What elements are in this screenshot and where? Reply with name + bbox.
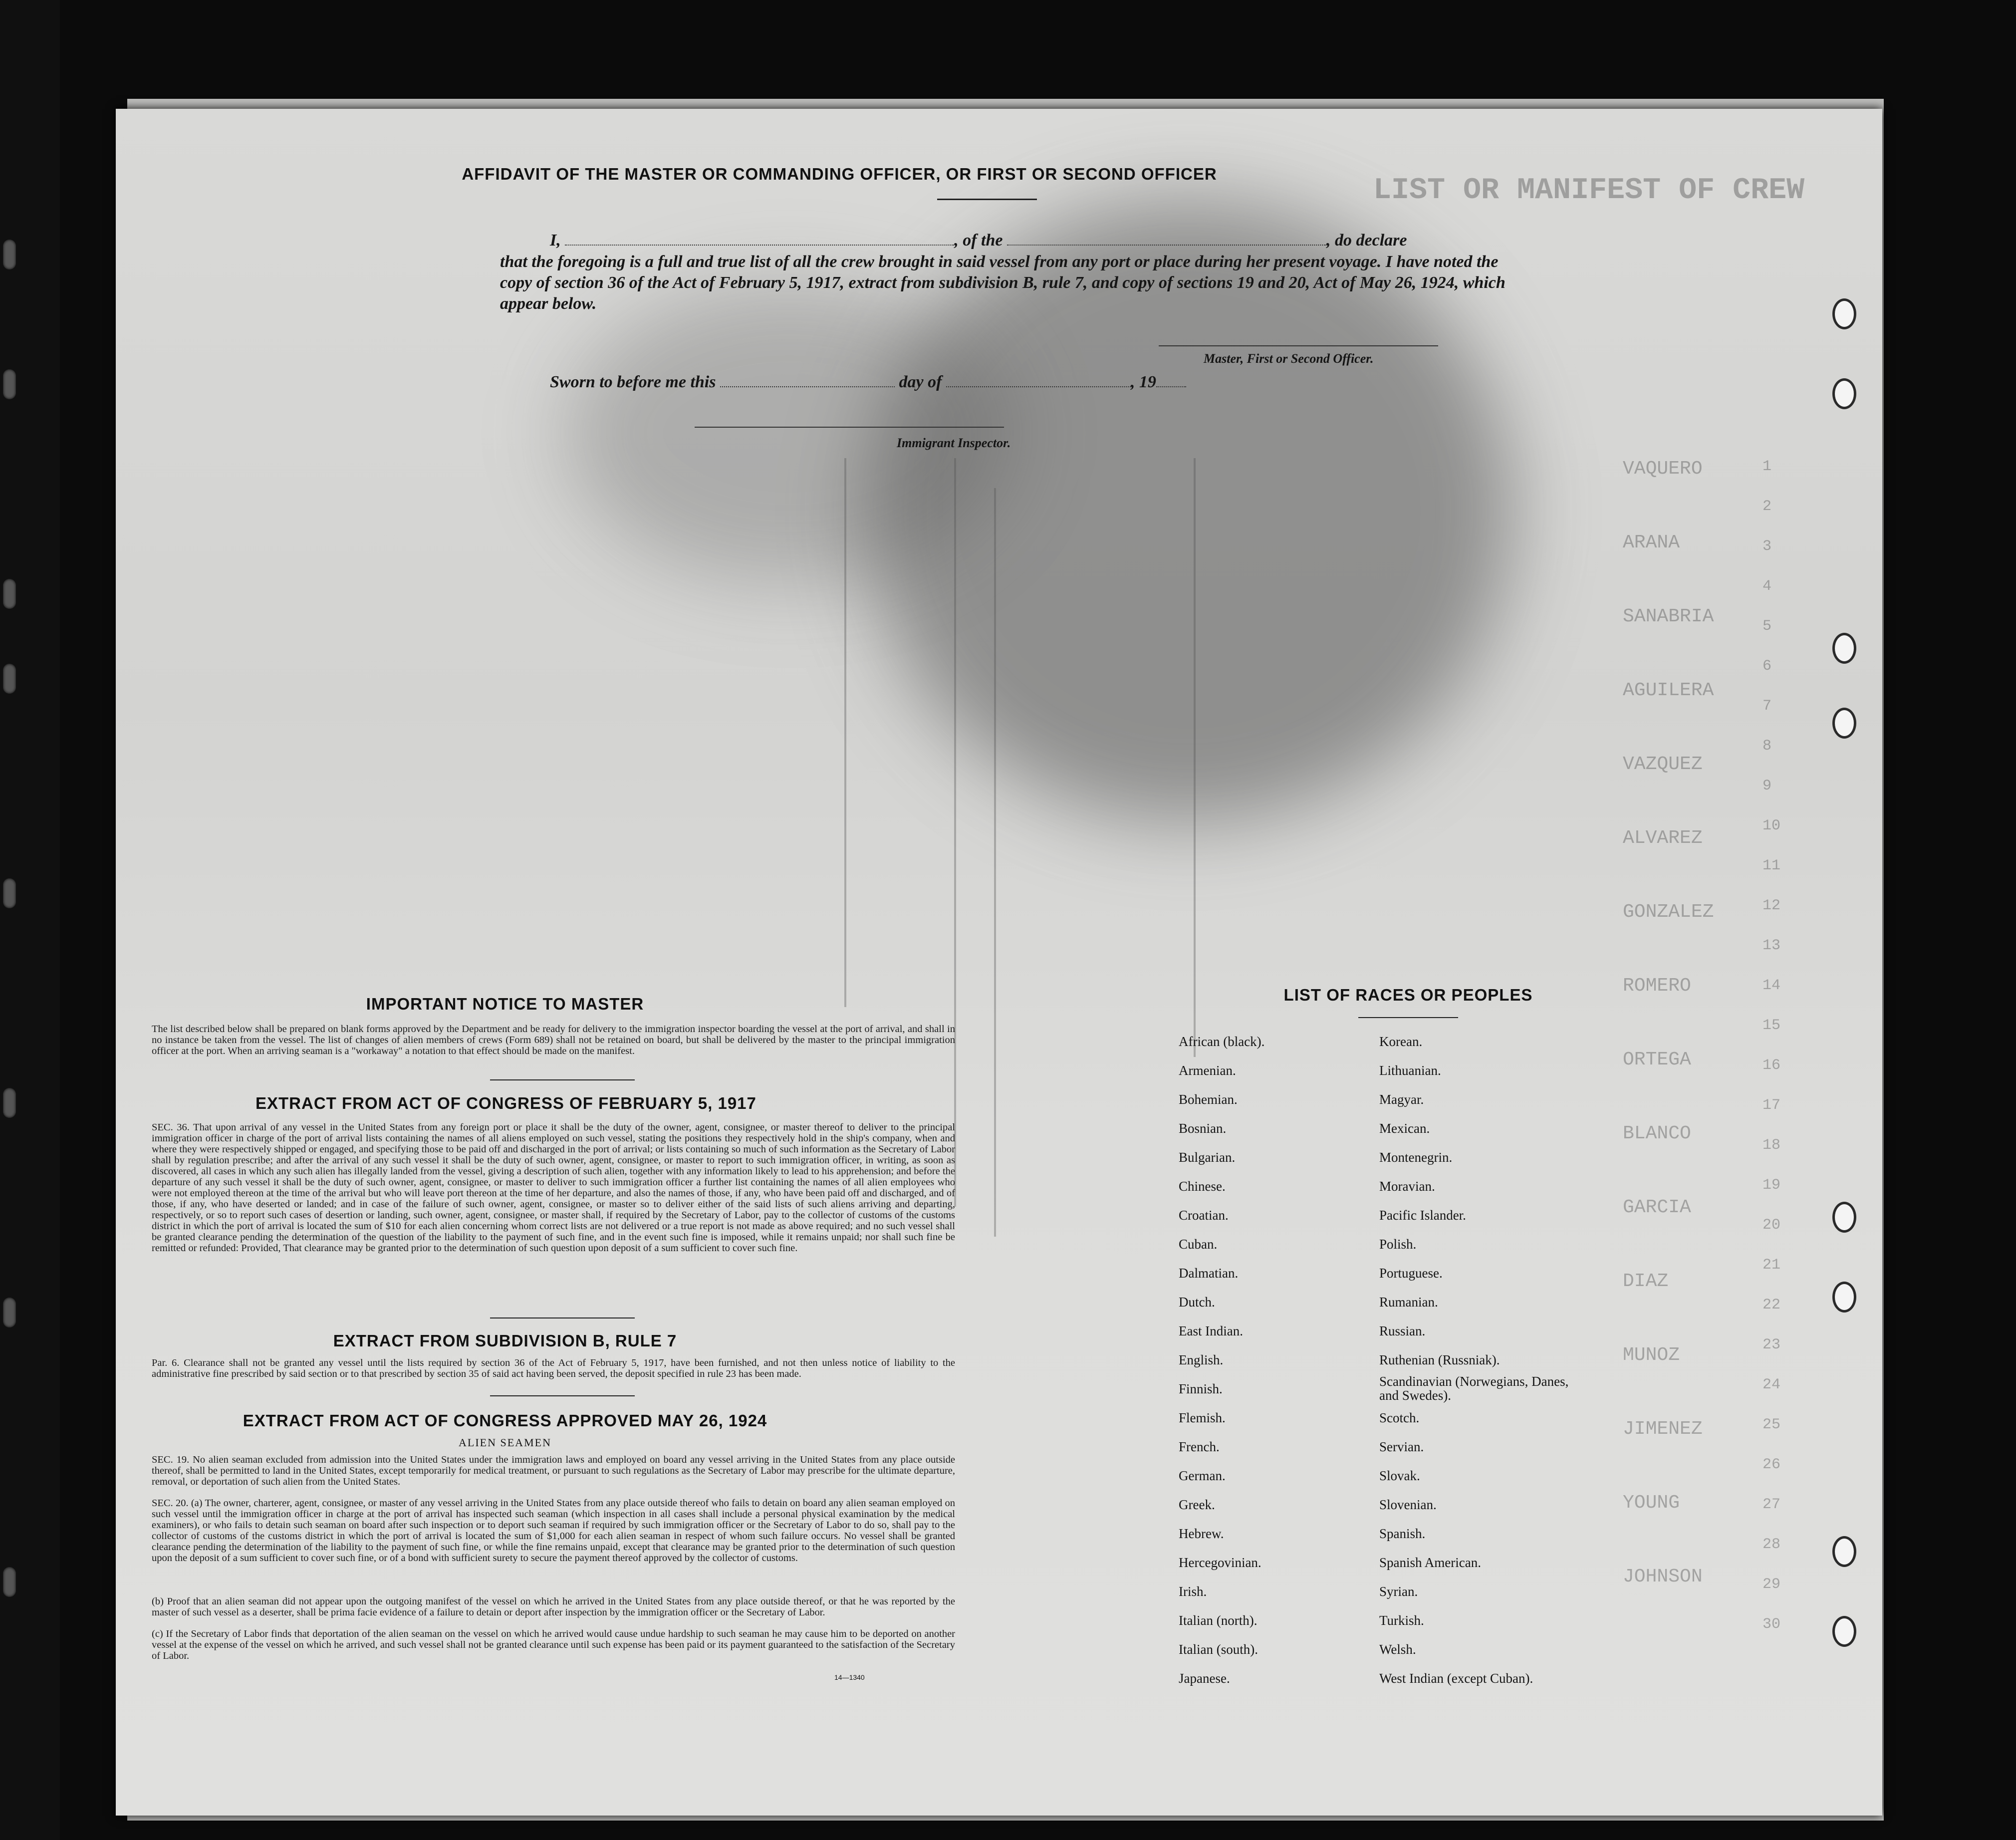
ghost-row-number: 23 xyxy=(1763,1336,1781,1353)
ghost-row-number: 2 xyxy=(1763,498,1772,515)
affidavit-title: AFFIDAVIT OF THE MASTER OR COMMANDING OFFICER, OR FIRST OR SECOND OFFICER xyxy=(462,165,1217,183)
ghost-row-number: 21 xyxy=(1763,1257,1781,1274)
ghost-row-number: 10 xyxy=(1763,817,1781,834)
ghost-row-number: 30 xyxy=(1763,1616,1781,1633)
race-entry: Dutch. xyxy=(1179,1295,1215,1310)
ghost-row-number: 25 xyxy=(1763,1416,1781,1433)
race-entry: Lithuanian. xyxy=(1379,1063,1441,1078)
punch-hole xyxy=(1832,633,1856,664)
ghost-crew-name: GONZALEZ xyxy=(1623,901,1714,923)
race-entry: Armenian. xyxy=(1179,1063,1236,1078)
punch-hole xyxy=(1832,298,1856,329)
race-entry: Moravian. xyxy=(1379,1179,1435,1194)
ghost-crew-name: JIMENEZ xyxy=(1623,1418,1703,1440)
race-entry: Pacific Islander. xyxy=(1379,1208,1466,1223)
master-label: Master, First or Second Officer. xyxy=(1204,351,1374,366)
races-rule xyxy=(1358,1017,1458,1018)
declarant-name-field[interactable] xyxy=(565,230,954,246)
inspector-signature-line[interactable] xyxy=(695,427,1004,428)
race-entry: Slovenian. xyxy=(1379,1497,1437,1512)
race-entry: Russian. xyxy=(1379,1323,1426,1338)
race-entry: Mexican. xyxy=(1379,1121,1430,1136)
race-entry: Spanish American. xyxy=(1379,1555,1481,1570)
ghost-row-number: 3 xyxy=(1763,538,1772,555)
binder-hole xyxy=(3,369,16,399)
race-entry: West Indian (except Cuban). xyxy=(1379,1671,1533,1686)
year-prefix-label: , 19 xyxy=(1130,373,1156,391)
race-entry: French. xyxy=(1179,1439,1220,1454)
punch-hole xyxy=(1832,1282,1856,1313)
ghost-crew-name: ORTEGA xyxy=(1623,1049,1691,1070)
race-entry: Chinese. xyxy=(1179,1179,1226,1194)
punch-hole xyxy=(1832,378,1856,409)
ghost-column-line xyxy=(1194,458,1196,1057)
binder-hole xyxy=(3,664,16,694)
ghost-crew-name: ALVAREZ xyxy=(1623,827,1703,849)
ghost-row-number: 27 xyxy=(1763,1496,1781,1513)
sworn-month-field[interactable] xyxy=(946,371,1131,387)
race-entry: Italian (south). xyxy=(1179,1642,1258,1657)
race-entry: Cuban. xyxy=(1179,1237,1218,1252)
race-entry: Scotch. xyxy=(1379,1410,1420,1425)
races-right-column xyxy=(1379,1027,1589,1693)
ghost-row-number: 24 xyxy=(1763,1376,1781,1393)
ghost-crew-name: GARCIA xyxy=(1623,1197,1691,1218)
ghost-row-number: 1 xyxy=(1763,458,1772,475)
sworn-day-field[interactable] xyxy=(720,371,895,387)
ghost-crew-name: MUNOZ xyxy=(1623,1344,1680,1366)
ghost-crew-name: ROMERO xyxy=(1623,975,1691,997)
race-entry: Spanish. xyxy=(1379,1526,1426,1541)
race-entry: Scandinavian (Norwegians, Danes, and Swedes). xyxy=(1379,1374,1569,1403)
binder-hole xyxy=(3,579,16,609)
race-entry: Hebrew. xyxy=(1179,1526,1224,1541)
race-entry: Ruthenian (Russniak). xyxy=(1379,1352,1500,1367)
ghost-crew-name: VAZQUEZ xyxy=(1623,754,1703,775)
ghost-row-number: 6 xyxy=(1763,658,1772,675)
race-entry: Hercegovinian. xyxy=(1179,1555,1261,1570)
ghost-column-line xyxy=(954,458,956,1207)
races-left-column xyxy=(1179,1027,1363,1693)
extract-1917-text: SEC. 36. That upon arrival of any vessel in the United States from any foreign port or place it shall be the duty of the owner, agent, consignee, or master thereof to deliver to the principal immigration officer in charge of the port of arrival lists containing the names of all aliens employed on such vessel, stating the positions they respectively hold in the ship's company, when and where they were respectively shipped or engaged, and specifying those to be paid off and discharged in the port of arrival; or lists containing so much of such information as the Secretary of Labor shall by regulation prescribe; and after the arrival of any such vessel it shall be the duty of such owner, agent, consignee, or master to report to such immigration officer, in writing, as soon as discovered, all cases in which any such alien has illegally landed from the vessel, giving a description of such alien, together with any information likely to lead to his apprehension; and before the departure of any such vessel it shall be the duty of such owner, agent, consignee, or master to deliver to such immigration officer a further list containing the names of all alien employees who were not employed thereon at the time of the arrival but who will leave port thereon at the time of her departure, and also the names of those, if any, who have been paid off and discharged, and of those, if any, who have deserted or landed; and in case of the failure of such owner, agent, consignee, or master so to deliver either of the said lists of such aliens arriving and departing, respectively, or so to report such cases of desertion or landing, such owner, agent, consignee, or master shall, if required by the Secretary of Labor, pay to the collector of customs of the customs district in which the port of arrival is located the sum of $10 for each alien concerning whom correct lists are not delivered or a true report is not made as above required; and no such vessel shall be granted clearance pending the determination of the question of the liability to the payment of such fine, and in the event such fine is imposed, while it remains unpaid; nor shall such fine be remitted or refunded: Provided, That clearance may be granted prior to the determination of such question upon deposit of a sum sufficient to cover such fine. xyxy=(152,1122,955,1254)
race-entry: Welsh. xyxy=(1379,1642,1416,1657)
section-rule xyxy=(490,1317,635,1318)
ghost-row-number: 7 xyxy=(1763,698,1772,715)
race-entry: Magyar. xyxy=(1379,1092,1424,1107)
binder-hole xyxy=(3,240,16,269)
ghost-crew-name: YOUNG xyxy=(1623,1492,1680,1514)
ghost-row-number: 28 xyxy=(1763,1536,1781,1553)
scan-border xyxy=(0,0,60,1840)
alien-seamen-subtitle: ALIEN SEAMEN xyxy=(459,1436,551,1449)
ghost-row-number: 8 xyxy=(1763,738,1772,755)
binder-hole xyxy=(3,1298,16,1327)
race-entry: Greek. xyxy=(1179,1497,1215,1512)
race-entry: Bulgarian. xyxy=(1179,1150,1236,1165)
punch-hole xyxy=(1832,1202,1856,1233)
sec-20c-text: (c) If the Secretary of Labor finds that deportation of the alien seaman on the vessel on which he arrived would cause undue hardship to such seaman he may cause him to be deported on another vessel at the expense of the vessel on which he arrived, and such vessel shall not be granted clearance until such expense has been paid or its payment guaranteed to the satisfaction of the Secretary of Labor. xyxy=(152,1628,955,1661)
title-rule xyxy=(937,199,1037,200)
ghost-crew-name: JOHNSON xyxy=(1623,1566,1703,1587)
binder-hole xyxy=(3,1567,16,1597)
declare-i-label: I, xyxy=(550,231,561,250)
ghost-crew-name: VAQUERO xyxy=(1623,458,1703,480)
race-entry: Syrian. xyxy=(1379,1584,1418,1599)
sworn-year-field[interactable] xyxy=(1156,371,1186,387)
race-entry: Servian. xyxy=(1379,1439,1424,1454)
ghost-row-number: 16 xyxy=(1763,1057,1781,1074)
declaration-line xyxy=(500,230,1563,251)
sec-19-text: SEC. 19. No alien seaman excluded from admission into the United States under the immigration laws and employed on board any vessel arriving in the United States from any place outside thereof, shall be permitted to land in the United States, except temporarily for medical treatment, or pursuant to such regulations as the Secretary of Labor may prescribe for the ultimate departure, removal, or deportation of such alien from the United States. xyxy=(152,1454,955,1487)
race-entry: Korean. xyxy=(1379,1034,1423,1049)
ghost-crew-name: AGUILERA xyxy=(1623,680,1714,701)
race-entry: German. xyxy=(1179,1468,1226,1483)
races-title: LIST OF RACES OR PEOPLES xyxy=(1283,986,1533,1004)
race-entry: Polish. xyxy=(1379,1237,1417,1252)
race-entry: English. xyxy=(1179,1352,1224,1367)
race-entry: Turkish. xyxy=(1379,1613,1424,1628)
declare-of-label: , of the xyxy=(954,231,1003,250)
document-page xyxy=(116,109,1882,1816)
inspector-label: Immigrant Inspector. xyxy=(897,436,1011,450)
notice-title: IMPORTANT NOTICE TO MASTER xyxy=(366,995,644,1013)
ghost-crew-name: ARANA xyxy=(1623,532,1680,553)
master-signature-line[interactable] xyxy=(1159,345,1438,346)
race-entry: Flemish. xyxy=(1179,1410,1226,1425)
ghost-row-number: 20 xyxy=(1763,1217,1781,1234)
ghost-row-number: 11 xyxy=(1763,857,1781,874)
sec-20a-text: SEC. 20. (a) The owner, charterer, agent, consignee, or master of any vessel arriving in the United States from any place outside thereof who fails to detain on board any alien seaman employed on such vessel until the immigration officer in charge at the port of arrival has inspected such seaman (which inspection in all cases shall include a personal physical examination by the medical examiners), or who fails to detain such seaman on board after such inspection or to deport such seaman if required by such immigration officer or the Secretary of Labor to do so, shall pay to the collector of customs of the customs district in which the port of arrival is located the sum of $1,000 for each alien seaman in respect of whom such failure occurs. No vessel shall be granted clearance pending the determination of the liability to the payment of such fine, or while the fine remains unpaid, except that clearance may be granted prior to the determination of such question upon the deposit of a sum sufficient to cover such fine, or of a bond with sufficient surety to secure the payment thereof approved by the collector of customs. xyxy=(152,1498,955,1564)
ghost-row-number: 17 xyxy=(1763,1097,1781,1114)
race-entry: Rumanian. xyxy=(1379,1295,1438,1310)
ghost-row-number: 22 xyxy=(1763,1297,1781,1314)
ghost-row-number: 12 xyxy=(1763,897,1781,914)
ghost-column-line xyxy=(844,458,846,1007)
race-entry: African (black). xyxy=(1179,1034,1265,1049)
sworn-label: Sworn to before me this xyxy=(550,373,716,391)
declare-label: , do declare xyxy=(1326,231,1407,250)
ghost-row-number: 29 xyxy=(1763,1576,1781,1593)
sec-20b-text: (b) Proof that an alien seaman did not appear upon the outgoing manifest of the vessel on which he arrived in the United States from any place outside thereof, or that he was reported by the master of such vessel as a deserter, shall be prima facie evidence of a failure to detain or deport after inspection by the immigration officer or the Secretary of Labor. xyxy=(152,1596,955,1618)
punch-hole xyxy=(1832,1536,1856,1567)
sworn-line xyxy=(550,371,1186,393)
race-entry: Bosnian. xyxy=(1179,1121,1227,1136)
ghost-row-number: 5 xyxy=(1763,618,1772,635)
extract-1917-title: EXTRACT FROM ACT OF CONGRESS OF FEBRUARY 5, 1917 xyxy=(255,1094,756,1112)
section-rule xyxy=(490,1079,635,1080)
ghost-row-number: 14 xyxy=(1763,977,1781,994)
binder-hole xyxy=(3,878,16,908)
race-entry: East Indian. xyxy=(1179,1323,1243,1338)
race-entry: Irish. xyxy=(1179,1584,1207,1599)
ghost-row-number: 18 xyxy=(1763,1137,1781,1154)
section-rule xyxy=(490,1395,635,1396)
rule-7-title: EXTRACT FROM SUBDIVISION B, RULE 7 xyxy=(333,1331,677,1350)
rule-7-text: Par. 6. Clearance shall not be granted any vessel until the lists required by section 36 of the Act of February 5, 1917, have been furnished, and not then unless notice of liability to the administrative fine prescribed by said section or to that prescribed by section 35 of said act having been served, the deposit specified in rule 23 has been made. xyxy=(152,1357,955,1379)
vessel-name-field[interactable] xyxy=(1007,230,1326,246)
ghost-crew-name: DIAZ xyxy=(1623,1271,1669,1292)
notice-text: The list described below shall be prepared on blank forms approved by the Department and be ready for delivery to the immigration inspector boarding the vessel at the port of arrival, and shall in no instance be taken from the vessel. The list of changes of alien members of crews (Form 689) shall not be retained on board, but shall be delivered by the master to the principal immigration officer at the port. When an arriving seaman is a "workaway" a notation to that effect should be made on the manifest. xyxy=(152,1024,955,1056)
scan-smudge xyxy=(565,283,1014,583)
race-entry: Slovak. xyxy=(1379,1468,1420,1483)
ghost-header: LIST OR MANIFEST OF CREW xyxy=(1373,174,1805,208)
race-entry: Japanese. xyxy=(1179,1671,1230,1686)
ghost-row-number: 13 xyxy=(1763,937,1781,954)
affidavit-body: that the foregoing is a full and true list of all the crew brought in said vessel from any port or place during her present voyage. I have noted the copy of section 36 of the Act of February 5, 1917, extract from subdivision B, rule 7, and copy of sections 19 and 20, Act of May 26, 1924, which appear below. xyxy=(500,253,1506,313)
race-entry: Dalmatian. xyxy=(1179,1266,1239,1281)
race-entry: Portuguese. xyxy=(1379,1266,1443,1281)
ghost-crew-name: BLANCO xyxy=(1623,1123,1691,1144)
ghost-column-line xyxy=(994,488,996,1237)
race-entry: Finnish. xyxy=(1179,1381,1223,1396)
punch-hole xyxy=(1832,1616,1856,1647)
race-entry: Bohemian. xyxy=(1179,1092,1238,1107)
ghost-crew-name: SANABRIA xyxy=(1623,606,1714,627)
race-entry: Croatian. xyxy=(1179,1208,1229,1223)
form-number: 14—1340 xyxy=(834,1673,865,1681)
day-of-label: day of xyxy=(899,373,942,391)
extract-1924-title: EXTRACT FROM ACT OF CONGRESS APPROVED MAY 26, 1924 xyxy=(243,1411,767,1430)
race-entry: Italian (north). xyxy=(1179,1613,1258,1628)
ghost-row-number: 9 xyxy=(1763,778,1772,794)
ghost-row-number: 15 xyxy=(1763,1017,1781,1034)
ghost-row-number: 26 xyxy=(1763,1456,1781,1473)
punch-hole xyxy=(1832,708,1856,739)
ghost-row-number: 4 xyxy=(1763,578,1772,595)
binder-hole xyxy=(3,1088,16,1118)
race-entry: Montenegrin. xyxy=(1379,1150,1453,1165)
ghost-row-number: 19 xyxy=(1763,1177,1781,1194)
